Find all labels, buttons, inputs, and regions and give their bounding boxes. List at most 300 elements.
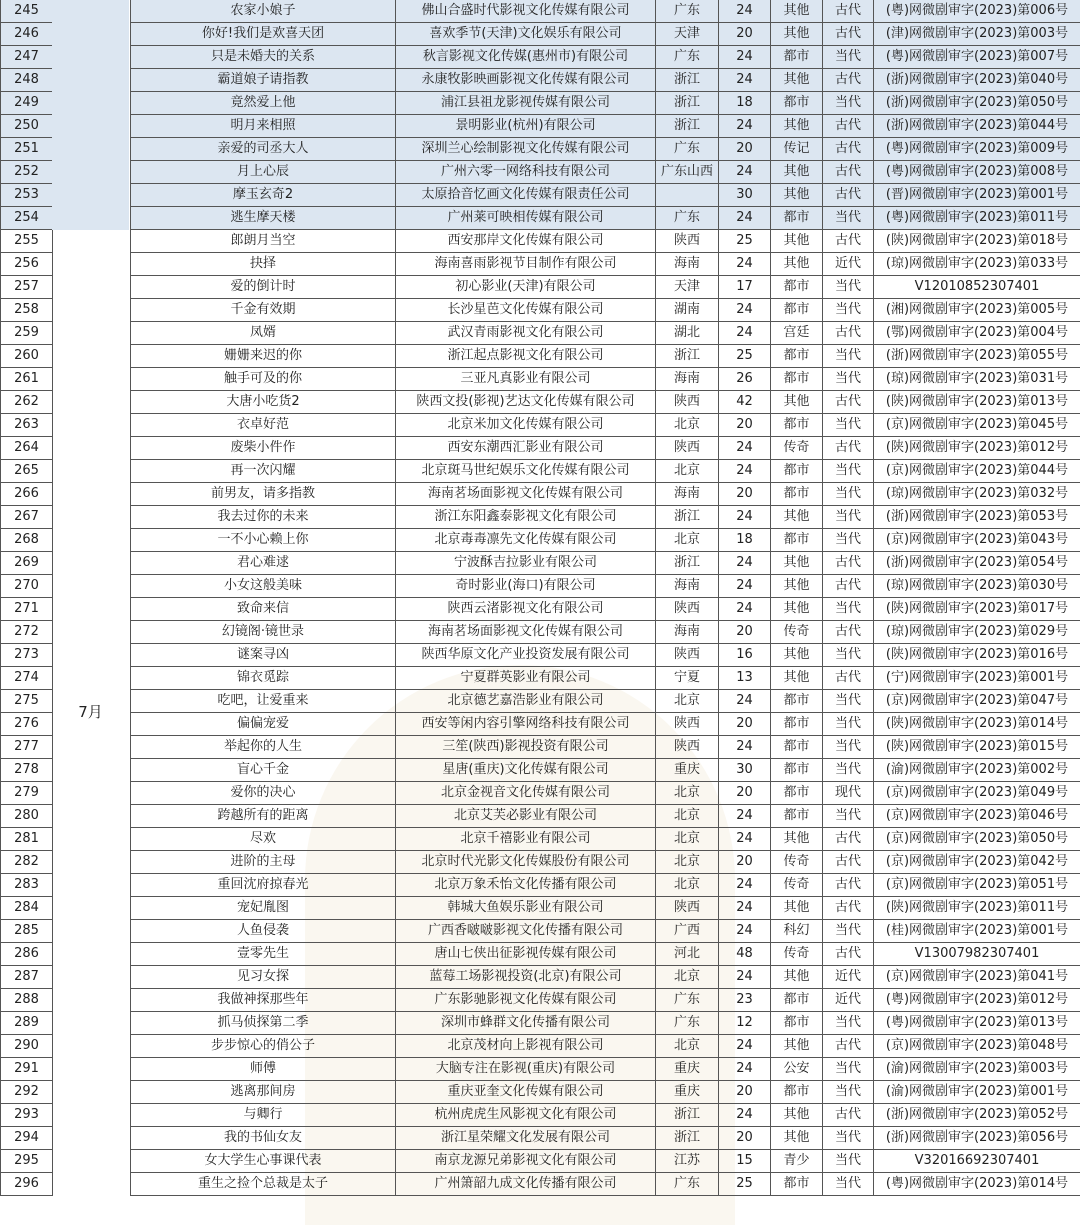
production-company-cell: 三亚凡真影业有限公司 [396,368,656,391]
license-number-cell: (粤)网微剧审字(2023)第006号 [874,0,1080,23]
row-number-cell: 261 [1,368,53,391]
region-cell: 北京 [656,828,719,851]
era-cell: 当代 [823,345,874,368]
license-number-cell: (浙)网微剧审字(2023)第056号 [874,1127,1080,1150]
era-cell: 古代 [823,1104,874,1127]
license-number-cell: (琼)网微剧审字(2023)第029号 [874,621,1080,644]
table-row [1,598,1080,621]
month-column-cell [53,782,131,805]
license-number-cell: (陕)网微剧审字(2023)第016号 [874,644,1080,667]
license-number-cell: (陕)网微剧审字(2023)第013号 [874,391,1080,414]
drama-title-cell: 爱你的决心 [131,782,396,805]
era-cell: 当代 [823,506,874,529]
era-cell: 古代 [823,322,874,345]
episode-count-cell: 24 [719,0,771,23]
row-number-cell: 278 [1,759,53,782]
production-company-cell: 广西香啵啵影视文化传播有限公司 [396,920,656,943]
episode-count-cell: 24 [719,966,771,989]
production-company-cell: 深圳兰心绘制影视文化传媒有限公司 [396,138,656,161]
genre-cell: 都市 [771,368,823,391]
production-company-cell: 大脑专注在影视(重庆)有限公司 [396,1058,656,1081]
table-row [1,437,1080,460]
table-row [1,621,1080,644]
episode-count-cell: 15 [719,1150,771,1173]
era-cell: 当代 [823,299,874,322]
drama-title-cell: 废柴小件作 [131,437,396,460]
era-cell: 古代 [823,23,874,46]
license-number-cell: (津)网微剧审字(2023)第003号 [874,23,1080,46]
episode-count-cell: 24 [719,1104,771,1127]
month-column-cell [53,207,131,230]
era-cell: 当代 [823,644,874,667]
license-number-cell: (粤)网微剧审字(2023)第014号 [874,1173,1080,1196]
production-company-cell: 武汉青雨影视文化有限公司 [396,322,656,345]
license-number-cell: (渝)网微剧审字(2023)第003号 [874,1058,1080,1081]
month-column-cell [53,552,131,575]
era-cell: 现代 [823,782,874,805]
drama-title-cell: 我的书仙女友 [131,1127,396,1150]
table-body [1,0,1080,1196]
episode-count-cell: 24 [719,828,771,851]
genre-cell: 传奇 [771,851,823,874]
drama-title-cell: 我做神探那些年 [131,989,396,1012]
region-cell: 浙江 [656,345,719,368]
era-cell: 古代 [823,138,874,161]
episode-count-cell: 24 [719,253,771,276]
row-number-cell: 276 [1,713,53,736]
drama-title-cell: 重回沈府掠春光 [131,874,396,897]
row-number-cell: 288 [1,989,53,1012]
license-number-cell: (陕)网微剧审字(2023)第015号 [874,736,1080,759]
episode-count-cell: 16 [719,644,771,667]
production-company-cell: 北京米加文化传媒有限公司 [396,414,656,437]
license-number-cell: (京)网微剧审字(2023)第042号 [874,851,1080,874]
region-cell [656,184,719,207]
license-number-cell: (京)网微剧审字(2023)第044号 [874,460,1080,483]
episode-count-cell: 24 [719,552,771,575]
genre-cell: 都市 [771,805,823,828]
row-number-cell: 255 [1,230,53,253]
license-number-cell: (鄂)网微剧审字(2023)第004号 [874,322,1080,345]
drama-title-cell: 进阶的主母 [131,851,396,874]
drama-title-cell: 竟然爱上他 [131,92,396,115]
episode-count-cell: 24 [719,161,771,184]
table-row [1,874,1080,897]
production-company-cell: 佛山合盛时代影视文化传媒有限公司 [396,0,656,23]
row-number-cell: 247 [1,46,53,69]
table-row [1,529,1080,552]
region-cell: 湖南 [656,299,719,322]
region-cell: 浙江 [656,1127,719,1150]
genre-cell: 都市 [771,713,823,736]
month-column-cell [53,161,131,184]
month-column-cell [53,736,131,759]
month-column-cell [53,345,131,368]
production-company-cell: 浦江县祖龙影视传媒有限公司 [396,92,656,115]
drama-title-cell: 女大学生心事课代表 [131,1150,396,1173]
episode-count-cell: 25 [719,345,771,368]
genre-cell: 其他 [771,598,823,621]
episode-count-cell: 48 [719,943,771,966]
row-number-cell: 265 [1,460,53,483]
production-company-cell: 广州六零一网络科技有限公司 [396,161,656,184]
era-cell: 近代 [823,989,874,1012]
episode-count-cell: 24 [719,897,771,920]
era-cell: 古代 [823,874,874,897]
production-company-cell: 杭州虎虎生风影视文化有限公司 [396,1104,656,1127]
episode-count-cell: 24 [719,322,771,345]
license-number-cell: V32016692307401 [874,1150,1080,1173]
episode-count-cell: 17 [719,276,771,299]
era-cell: 古代 [823,184,874,207]
row-number-cell: 292 [1,1081,53,1104]
episode-count-cell: 24 [719,1058,771,1081]
month-column-cell [53,575,131,598]
month-column-cell [53,828,131,851]
episode-count-cell: 20 [719,621,771,644]
production-company-cell: 西安那岸文化传媒有限公司 [396,230,656,253]
license-number-cell: (京)网微剧审字(2023)第048号 [874,1035,1080,1058]
table-row [1,23,1080,46]
month-column-cell [53,437,131,460]
region-cell: 陕西 [656,437,719,460]
era-cell: 当代 [823,368,874,391]
episode-count-cell: 30 [719,184,771,207]
drama-title-cell: 举起你的人生 [131,736,396,759]
table-row [1,1012,1080,1035]
era-cell: 古代 [823,575,874,598]
genre-cell: 其他 [771,644,823,667]
month-column-cell [53,483,131,506]
production-company-cell: 陕西华原文化产业投资发展有限公司 [396,644,656,667]
region-cell: 广东 [656,1173,719,1196]
genre-cell: 其他 [771,1127,823,1150]
region-cell: 陕西 [656,736,719,759]
region-cell: 浙江 [656,1104,719,1127]
month-column-cell [53,322,131,345]
genre-cell: 其他 [771,506,823,529]
production-company-cell: 浙江东阳鑫泰影视文化有限公司 [396,506,656,529]
month-column-cell [53,1173,131,1196]
region-cell: 北京 [656,851,719,874]
table-row [1,690,1080,713]
production-company-cell: 深圳市蜂群文化传播有限公司 [396,1012,656,1035]
genre-cell: 都市 [771,276,823,299]
month-column-cell [53,644,131,667]
region-cell: 广东山西 [656,161,719,184]
row-number-cell: 282 [1,851,53,874]
drama-title-cell: 爱的倒计时 [131,276,396,299]
license-number-cell: (湘)网微剧审字(2023)第005号 [874,299,1080,322]
license-number-cell: (粤)网微剧审字(2023)第008号 [874,161,1080,184]
table-row [1,943,1080,966]
license-number-cell: (琼)网微剧审字(2023)第032号 [874,483,1080,506]
genre-cell: 其他 [771,253,823,276]
era-cell: 当代 [823,46,874,69]
episode-count-cell: 24 [719,598,771,621]
region-cell: 重庆 [656,1058,719,1081]
episode-count-cell: 13 [719,667,771,690]
genre-cell: 其他 [771,0,823,23]
drama-title-cell: 亲爱的司丞大人 [131,138,396,161]
region-cell: 浙江 [656,69,719,92]
production-company-cell: 浙江起点影视文化有限公司 [396,345,656,368]
month-column-cell [53,184,131,207]
table-row [1,115,1080,138]
episode-count-cell: 25 [719,1173,771,1196]
genre-cell: 都市 [771,782,823,805]
episode-count-cell: 24 [719,115,771,138]
table-row [1,667,1080,690]
drama-title-cell: 再一次闪耀 [131,460,396,483]
month-column-cell [53,46,131,69]
episode-count-cell: 20 [719,1127,771,1150]
era-cell: 当代 [823,736,874,759]
drama-title-cell: 宠妃胤图 [131,897,396,920]
month-column-cell [53,1127,131,1150]
genre-cell: 其他 [771,161,823,184]
genre-cell: 都市 [771,759,823,782]
region-cell: 海南 [656,368,719,391]
license-number-cell: (渝)网微剧审字(2023)第001号 [874,1081,1080,1104]
era-cell: 古代 [823,69,874,92]
month-column-cell [53,391,131,414]
license-number-cell: (浙)网微剧审字(2023)第053号 [874,506,1080,529]
era-cell: 古代 [823,943,874,966]
production-company-cell: 北京金视音文化传媒有限公司 [396,782,656,805]
license-number-cell: (浙)网微剧审字(2023)第052号 [874,1104,1080,1127]
drama-title-cell: 抉择 [131,253,396,276]
genre-cell: 传奇 [771,621,823,644]
production-company-cell: 重庆亚奎文化传媒有限公司 [396,1081,656,1104]
license-number-cell: (琼)网微剧审字(2023)第033号 [874,253,1080,276]
row-number-cell: 293 [1,1104,53,1127]
drama-title-cell: 偏偏宠爱 [131,713,396,736]
era-cell: 当代 [823,483,874,506]
era-cell: 当代 [823,1012,874,1035]
production-company-cell: 北京德艺嘉浩影业有限公司 [396,690,656,713]
table-row [1,989,1080,1012]
episode-count-cell: 24 [719,460,771,483]
row-number-cell: 275 [1,690,53,713]
production-company-cell: 秋言影视文化传媒(惠州市)有限公司 [396,46,656,69]
row-number-cell: 283 [1,874,53,897]
region-cell: 北京 [656,414,719,437]
region-cell: 广东 [656,0,719,23]
month-column-cell [53,1058,131,1081]
month-column-cell [53,943,131,966]
era-cell: 古代 [823,391,874,414]
region-cell: 河北 [656,943,719,966]
row-number-cell: 245 [1,0,53,23]
table-row [1,828,1080,851]
region-cell: 江苏 [656,1150,719,1173]
table-row [1,713,1080,736]
genre-cell: 传奇 [771,437,823,460]
month-label: 7月 [52,701,129,722]
episode-count-cell: 24 [719,805,771,828]
era-cell: 当代 [823,1081,874,1104]
era-cell: 近代 [823,966,874,989]
production-company-cell: 北京茂材向上影视有限公司 [396,1035,656,1058]
region-cell: 广东 [656,138,719,161]
era-cell: 当代 [823,460,874,483]
row-number-cell: 294 [1,1127,53,1150]
license-number-cell: (京)网微剧审字(2023)第043号 [874,529,1080,552]
month-column-cell [53,897,131,920]
era-cell: 当代 [823,1127,874,1150]
era-cell: 当代 [823,1173,874,1196]
era-cell: 当代 [823,414,874,437]
production-company-cell: 初心影业(天津)有限公司 [396,276,656,299]
genre-cell: 其他 [771,552,823,575]
drama-title-cell: 逃生摩天楼 [131,207,396,230]
region-cell: 广东 [656,46,719,69]
license-number-cell: (陕)网微剧审字(2023)第014号 [874,713,1080,736]
row-number-cell: 254 [1,207,53,230]
region-cell: 广东 [656,207,719,230]
genre-cell: 宫廷 [771,322,823,345]
production-company-cell: 陕西文投(影视)艺达文化传媒有限公司 [396,391,656,414]
table-row [1,506,1080,529]
drama-title-cell: 摩玉玄奇2 [131,184,396,207]
episode-count-cell: 23 [719,989,771,1012]
genre-cell: 都市 [771,1081,823,1104]
drama-title-cell: 师傅 [131,1058,396,1081]
genre-cell: 都市 [771,46,823,69]
drama-title-cell: 小女这般美味 [131,575,396,598]
drama-title-cell: 吃吧，让爱重来 [131,690,396,713]
region-cell: 湖北 [656,322,719,345]
episode-count-cell: 24 [719,506,771,529]
month-column-cell [53,667,131,690]
month-column-cell [53,598,131,621]
row-number-cell: 263 [1,414,53,437]
production-company-cell: 海南茗场面影视文化传媒有限公司 [396,483,656,506]
license-number-cell: (琼)网微剧审字(2023)第030号 [874,575,1080,598]
drama-title-cell: 衣卓好范 [131,414,396,437]
episode-count-cell: 24 [719,736,771,759]
table-row [1,736,1080,759]
table-row [1,138,1080,161]
row-number-cell: 287 [1,966,53,989]
production-company-cell: 广州莱可映相传媒有限公司 [396,207,656,230]
table-row [1,368,1080,391]
genre-cell: 公安 [771,1058,823,1081]
table-row [1,805,1080,828]
table-row [1,1058,1080,1081]
region-cell: 北京 [656,529,719,552]
genre-cell: 科幻 [771,920,823,943]
table-row [1,1035,1080,1058]
production-company-cell: 北京艾芙必影业有限公司 [396,805,656,828]
episode-count-cell: 20 [719,713,771,736]
row-number-cell: 257 [1,276,53,299]
region-cell: 陕西 [656,598,719,621]
table-row [1,391,1080,414]
era-cell: 古代 [823,897,874,920]
table-row [1,184,1080,207]
era-cell: 当代 [823,529,874,552]
table-row [1,1104,1080,1127]
license-number-cell: (浙)网微剧审字(2023)第044号 [874,115,1080,138]
production-company-cell: 宁夏群英影业有限公司 [396,667,656,690]
era-cell: 古代 [823,667,874,690]
episode-count-cell: 24 [719,69,771,92]
region-cell: 北京 [656,805,719,828]
row-number-cell: 268 [1,529,53,552]
era-cell: 古代 [823,437,874,460]
row-number-cell: 281 [1,828,53,851]
episode-count-cell: 24 [719,299,771,322]
month-column-cell [53,851,131,874]
table-row [1,161,1080,184]
drama-title-cell: 逃离那间房 [131,1081,396,1104]
table-row [1,920,1080,943]
production-company-cell: 奇时影业(海口)有限公司 [396,575,656,598]
genre-cell: 都市 [771,529,823,552]
production-company-cell: 广东影驰影视文化传媒有限公司 [396,989,656,1012]
license-number-cell: (京)网微剧审字(2023)第046号 [874,805,1080,828]
episode-count-cell: 24 [719,1035,771,1058]
row-number-cell: 260 [1,345,53,368]
genre-cell: 其他 [771,230,823,253]
era-cell: 当代 [823,690,874,713]
region-cell: 重庆 [656,1081,719,1104]
production-company-cell: 蓝莓工场影视投资(北京)有限公司 [396,966,656,989]
license-number-cell: V12010852307401 [874,276,1080,299]
production-company-cell: 永康牧影映画影视文化传媒有限公司 [396,69,656,92]
month-column-cell [53,1012,131,1035]
table-row [1,759,1080,782]
production-company-cell: 星唐(重庆)文化传媒有限公司 [396,759,656,782]
production-company-cell: 太原拾音忆画文化传媒有限责任公司 [396,184,656,207]
production-company-cell: 北京千禧影业有限公司 [396,828,656,851]
month-column-cell [53,299,131,322]
license-number-cell: V13007982307401 [874,943,1080,966]
production-company-cell: 北京时代光影文化传媒股份有限公司 [396,851,656,874]
row-number-cell: 253 [1,184,53,207]
region-cell: 北京 [656,1035,719,1058]
row-number-cell: 248 [1,69,53,92]
era-cell: 古代 [823,161,874,184]
genre-cell: 都市 [771,690,823,713]
genre-cell: 其他 [771,391,823,414]
drama-title-cell: 月上心辰 [131,161,396,184]
license-number-cell: (京)网微剧审字(2023)第045号 [874,414,1080,437]
table-row [1,483,1080,506]
drama-title-cell: 壹零先生 [131,943,396,966]
drama-title-cell: 触手可及的你 [131,368,396,391]
episode-count-cell: 18 [719,529,771,552]
drama-title-cell: 幻镜阁·镜世录 [131,621,396,644]
genre-cell: 其他 [771,1104,823,1127]
table-row [1,0,1080,23]
license-number-cell: (陕)网微剧审字(2023)第012号 [874,437,1080,460]
license-number-cell: (浙)网微剧审字(2023)第040号 [874,69,1080,92]
region-cell: 北京 [656,460,719,483]
drama-title-cell: 千金有效期 [131,299,396,322]
table-row [1,1150,1080,1173]
month-column-cell [53,1150,131,1173]
era-cell: 古代 [823,115,874,138]
license-number-cell: (粤)网微剧审字(2023)第012号 [874,989,1080,1012]
row-number-cell: 269 [1,552,53,575]
episode-count-cell: 20 [719,414,771,437]
region-cell: 北京 [656,966,719,989]
genre-cell: 其他 [771,667,823,690]
license-number-cell: (粤)网微剧审字(2023)第013号 [874,1012,1080,1035]
